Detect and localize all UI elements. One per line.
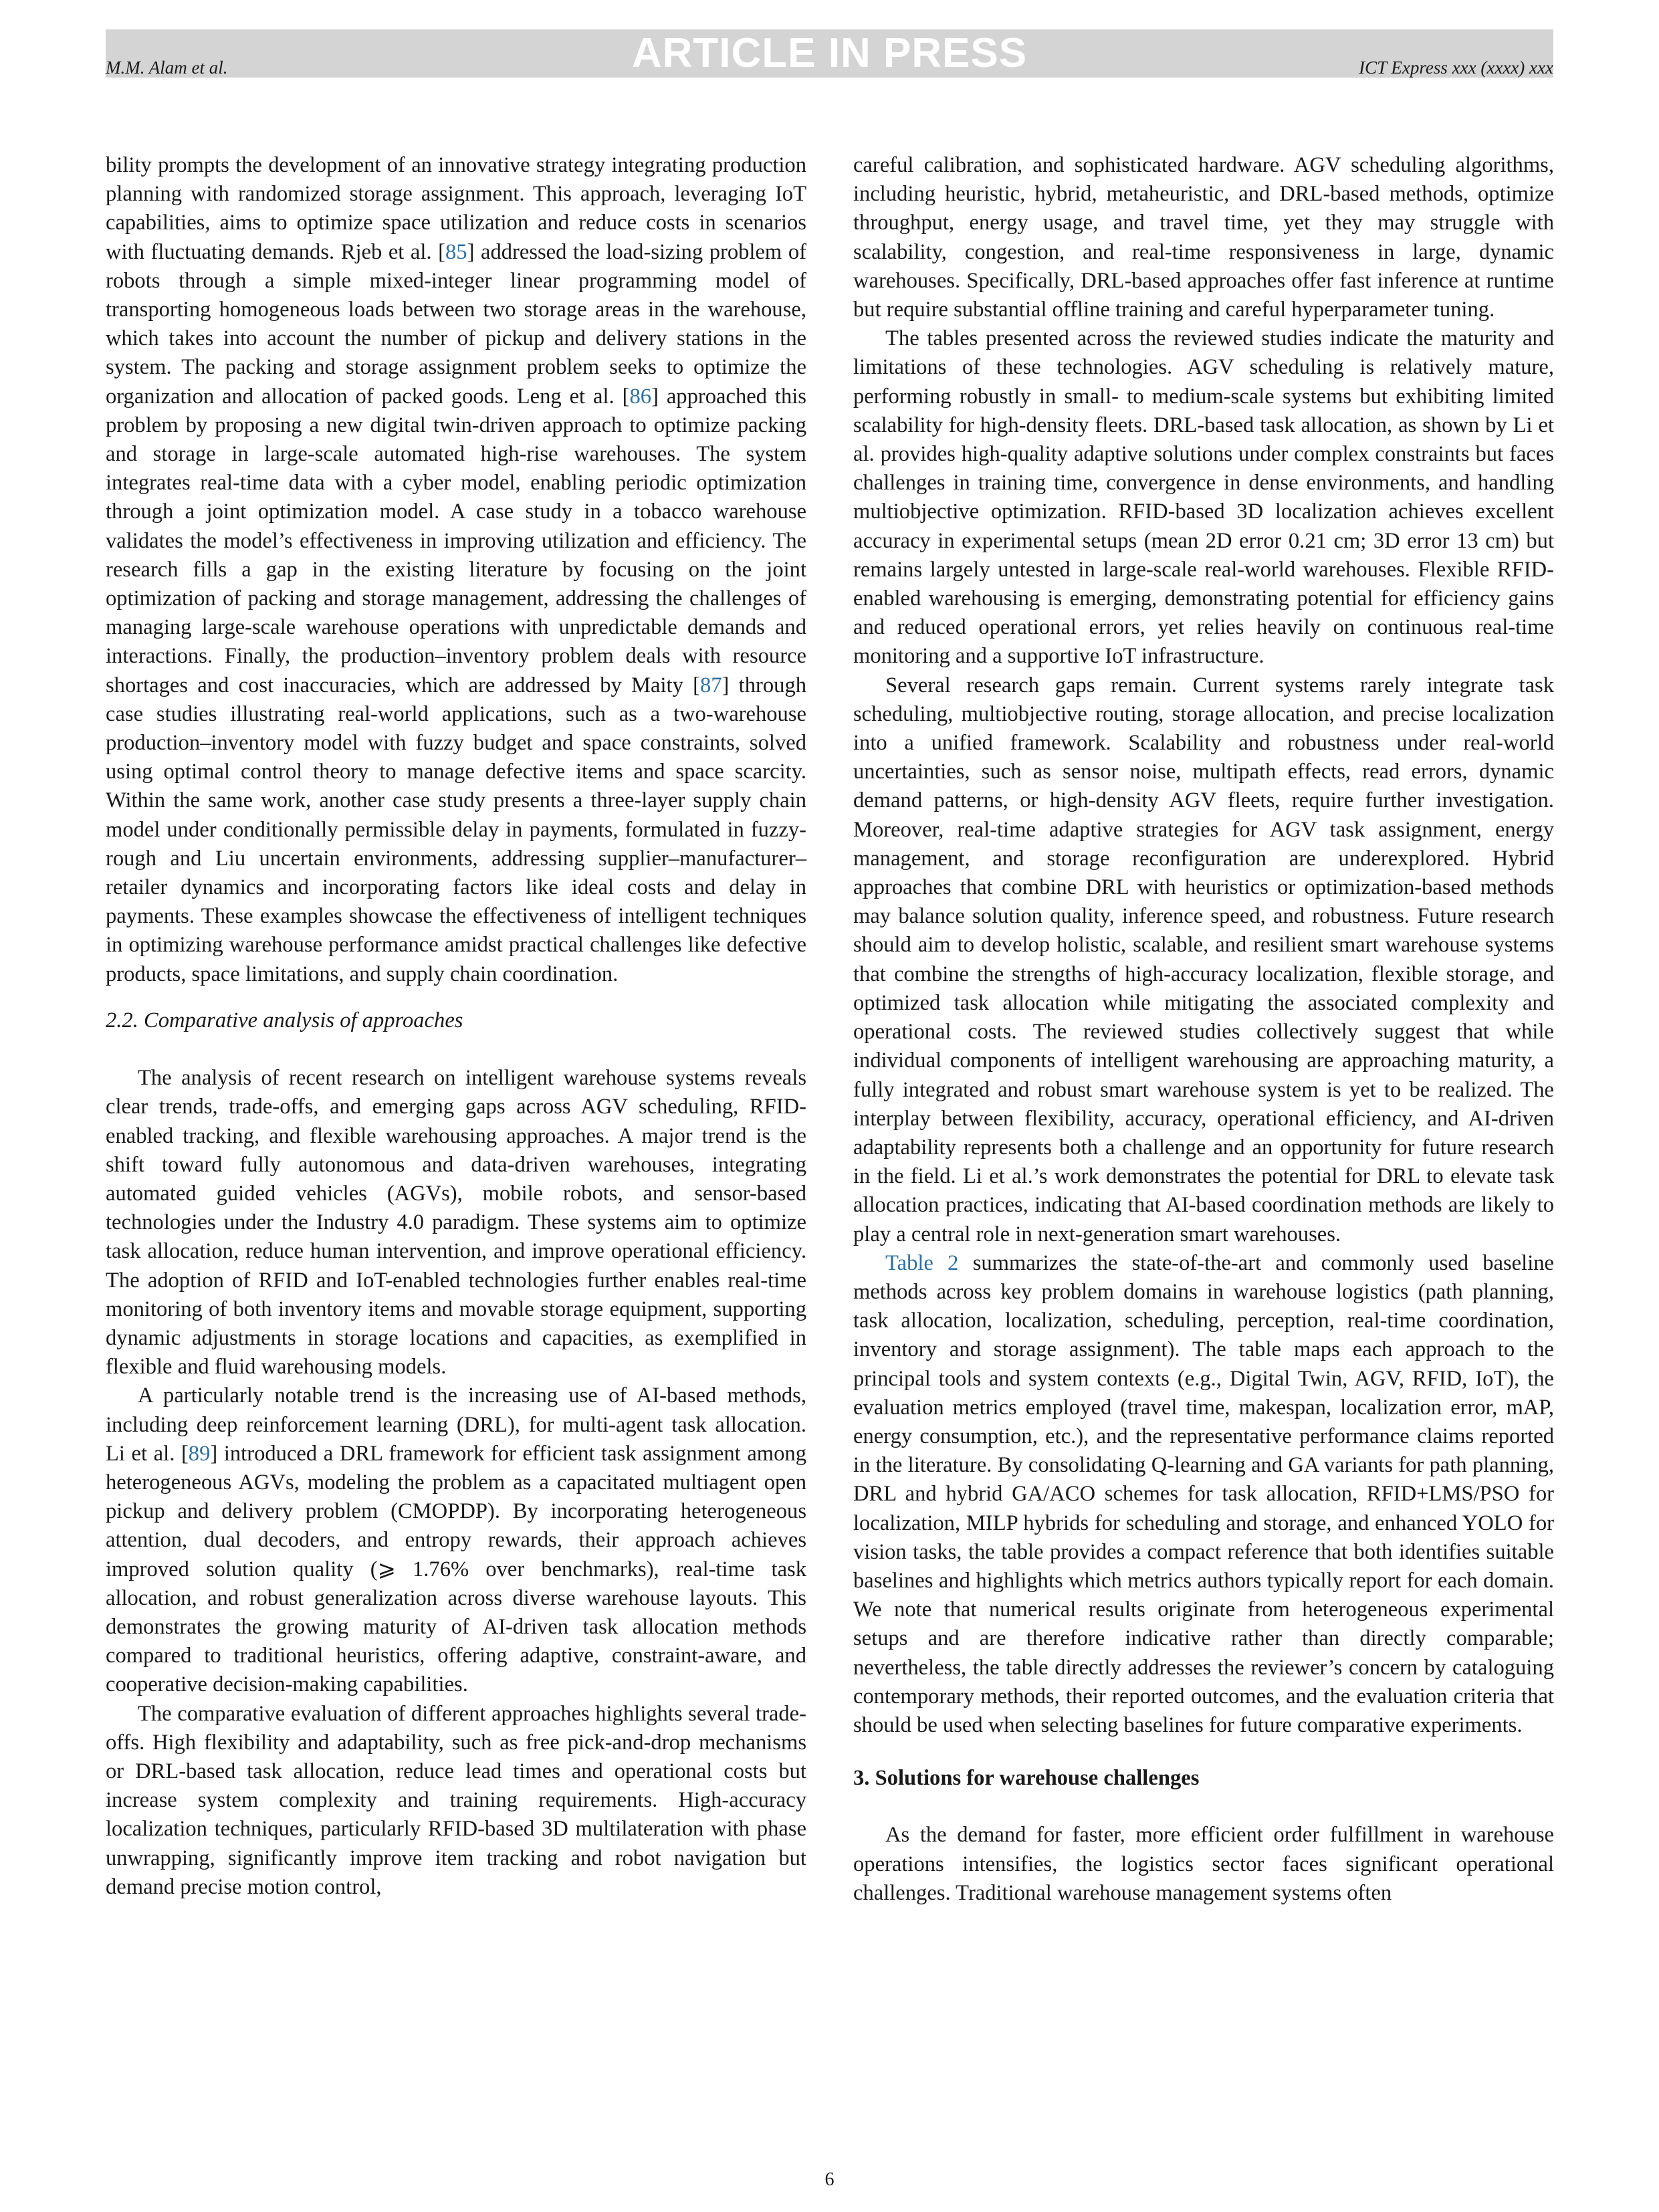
citation-link[interactable]: 87: [699, 673, 722, 697]
paragraph: The tables presented across the reviewed studies indicate the maturity and limitations of these technologies. AGV scheduling is relatively mature, performing robustly in small- to medium-scale systems but exhibiting limited scalability for high-density fleets. DRL-based task allocation, as shown by Li et al. provides high-quality adaptive solutions under complex constraints but faces challenges in training time, convergence in dense environments, and handling multiobjective optimization. RFID-based 3D localization achieves excellent accuracy in experimental setups (mean 2D error 0.21 cm; 3D error 13 cm) but remains largely untested in large-scale real-world warehouses. Flexible RFID-enabled warehousing is emerging, demonstrating potential for efficiency gains and reduced operational errors, yet relies heavily on continuous real-time monitoring and a supportive IoT infrastructure.: [853, 326, 1554, 669]
paragraph: careful calibration, and sophisticated hardware. AGV scheduling algorithms, including heuristic, hybrid, metaheuristic, and DRL-based methods, optimize throughput, energy usage, and travel time, yet they may struggle with scalability, congestion, and real-time responsiveness in large, dynamic warehouses. Specifically, DRL-based approaches offer fast inference at runtime but require substantial offline training and careful hyperparameter tuning.: [853, 153, 1554, 322]
paragraph: A particularly notable trend is the increasing use of AI-based methods, including deep reinforcement learning (DRL), for multi-agent task allocation. Li et al. [89] introduced a DRL framework for efficient task assignment among heterogeneous AGVs, modeling the problem as a capacitated multiagent open pickup and delivery problem (CMOPDP). By incorporating heterogeneous attention, dual decoders, and entropy rewards, their approach achieves improved solution quality (⩾ 1.76% over benchmarks), real-time task allocation, and robust generalization across diverse warehouse layouts. This demonstrates the growing maturity of AI-driven task allocation methods compared to traditional heuristics, offering adaptive, constraint-aware, and cooperative decision-making capabilities.: [106, 1384, 806, 1697]
paragraph: The analysis of recent research on intelligent warehouse systems reveals clear trends, trade-offs, and emerging gaps across AGV scheduling, RFID-enabled tracking, and flexible warehousing approaches. A major trend is the shift toward fully autonomous and data-driven warehouses, integrating automated guided vehicles (AGVs), mobile robots, and sensor-based technologies under the Industry 4.0 paradigm. These systems aim to optimize task allocation, reduce human intervention, and improve operational efficiency. The adoption of RFID and IoT-enabled technologies further enables real-time monitoring of both inventory items and movable storage equipment, supporting dynamic adjustments in storage locations and capacities, as exemplified in flexible and fluid warehousing models.: [106, 1066, 806, 1379]
running-header-journal: ICT Express xxx (xxxx) xxx: [1359, 58, 1553, 78]
paragraph: bility prompts the development of an innovative strategy integrating production planning with randomized storage assignment. This approach, leveraging IoT capabilities, aims to optimize space utilization and reduce costs in scenarios with fluctuating demands. Rjeb et al. [85] addressed the load-sizing problem of robots through a simple mixed-integer linear programming model of transporting homogeneous loads between two storage areas in the warehouse, which takes into account the number of pickup and delivery stations in the system. The packing and storage assignment problem seeks to optimize the organization and allocation of packed goods. Leng et al. [86] approached this problem by proposing a new digital twin-driven approach to optimize packing and storage in large-scale automated high-rise warehouses. The system integrates real-time data with a cyber model, enabling periodic optimization through a joint optimization model. A case study in a tobacco warehouse validates the model’s effectiveness in improving utilization and efficiency. The research fills a gap in the existing literature by focusing on the joint optimization of packing and storage management, addressing the challenges of managing large-scale warehouse operations with unpredictable demands and interactions. Finally, the production–inventory problem deals with resource shortages and cost inaccuracies, which are addressed by Maity [87] through case studies illustrating real-world applications, such as a two-warehouse production–inventory model with fuzzy budget and space constraints, solved using optimal control theory to manage defective items and space scarcity. Within the same work, another case study presents a three-layer supply chain model under conditionally permissible delay in payments, formulated in fuzzy-rough and Liu uncertain environments, addressing supplier–manufacturer–retailer dynamics and incorporating factors like ideal costs and delay in payments. These examples showcase the effectiveness of intelligent techniques in optimizing warehouse performance amidst practical challenges like defective products, space limitations, and supply chain coordination.: [106, 153, 806, 986]
right-column: [853, 151, 1554, 1908]
running-header-authors: M.M. Alam et al.: [106, 58, 228, 78]
paragraph: Table 2 summarizes the state-of-the-art and commonly used baseline methods across key problem domains in warehouse logistics (path planning, task allocation, localization, scheduling, perception, real-time coordination, inventory and storage assignment). The table maps each approach to the principal tools and system contexts (e.g., Digital Twin, AGV, RFID, IoT), the evaluation metrics employed (travel time, makespan, localization error, mAP, energy consumption, etc.), and the representative performance claims reported in the literature. By consolidating Q-learning and GA variants for path planning, DRL and hybrid GA/ACO schemes for task allocation, RFID+LMS/PSO for localization, MILP hybrids for scheduling and storage, and enhanced YOLO for vision tasks, the table provides a compact reference that both identifies suitable baselines and highlights which metrics authors typically report for each domain. We note that numerical results originate from heterogeneous experimental setups and are therefore indicative rather than directly comparable; nevertheless, the table directly addresses the reviewer’s concern by cataloguing contemporary methods, their reported outcomes, and the evaluation criteria that should be used when selecting baselines for future comparative experiments.: [853, 1250, 1554, 1737]
left-column: [106, 151, 806, 1902]
paragraph: Several research gaps remain. Current systems rarely integrate task scheduling, multiobjective routing, storage allocation, and precise localization into a unified framework. Scalability and robustness under real-world uncertainties, such as sensor noise, multipath effects, read errors, dynamic demand patterns, or high-density AGV fleets, require further investigation. Moreover, real-time adaptive strategies for AGV task assignment, energy management, and storage reconfiguration are underexplored. Hybrid approaches that combine DRL with heuristics or optimization-based methods may balance solution quality, inference speed, and robustness. Future research should aim to develop holistic, scalable, and resilient smart warehouse systems that combine the strengths of high-accuracy localization, flexible storage, and optimized task allocation while mitigating the associated complexity and operational costs. The reviewed studies collectively suggest that while individual components of intelligent warehousing are approaching maturity, a fully integrated and robust smart warehouse system is yet to be realized. The interplay between flexibility, accuracy, operational efficiency, and AI-driven adaptability represents both a challenge and an opportunity for future research in the field. Li et al.’s work demonstrates the potential for DRL to elevate task allocation practices, indicating that AI-based coordination methods are likely to play a central role in next-generation smart warehouses.: [853, 673, 1554, 1246]
paragraph: As the demand for faster, more efficient order fulfillment in warehouse operations intensifies, the logistics sector faces significant operational challenges. Traditional warehouse management systems often: [853, 1823, 1554, 1905]
citation-link[interactable]: 86: [629, 384, 652, 409]
citation-link[interactable]: 85: [445, 239, 467, 264]
table-link[interactable]: Table 2: [885, 1250, 959, 1275]
section-heading: 3. Solutions for warehouse challenges: [853, 1766, 1200, 1791]
section-heading: 2.2. Comparative analysis of approaches: [106, 1008, 463, 1032]
page-number: 6: [824, 2169, 835, 2190]
article-in-press-banner: ARTICLE IN PRESS: [106, 29, 1553, 78]
citation-link[interactable]: 89: [188, 1441, 211, 1466]
paragraph: The comparative evaluation of different approaches highlights several trade-offs. High flexibility and adaptability, such as free pick-and-drop mechanisms or DRL-based task allocation, reduce lead times and operational costs but increase system complexity and training requirements. High-accuracy localization techniques, particularly RFID-based 3D multilateration with phase unwrapping, significantly improve item tracking and robot navigation but demand precise motion control,: [106, 1701, 806, 1899]
